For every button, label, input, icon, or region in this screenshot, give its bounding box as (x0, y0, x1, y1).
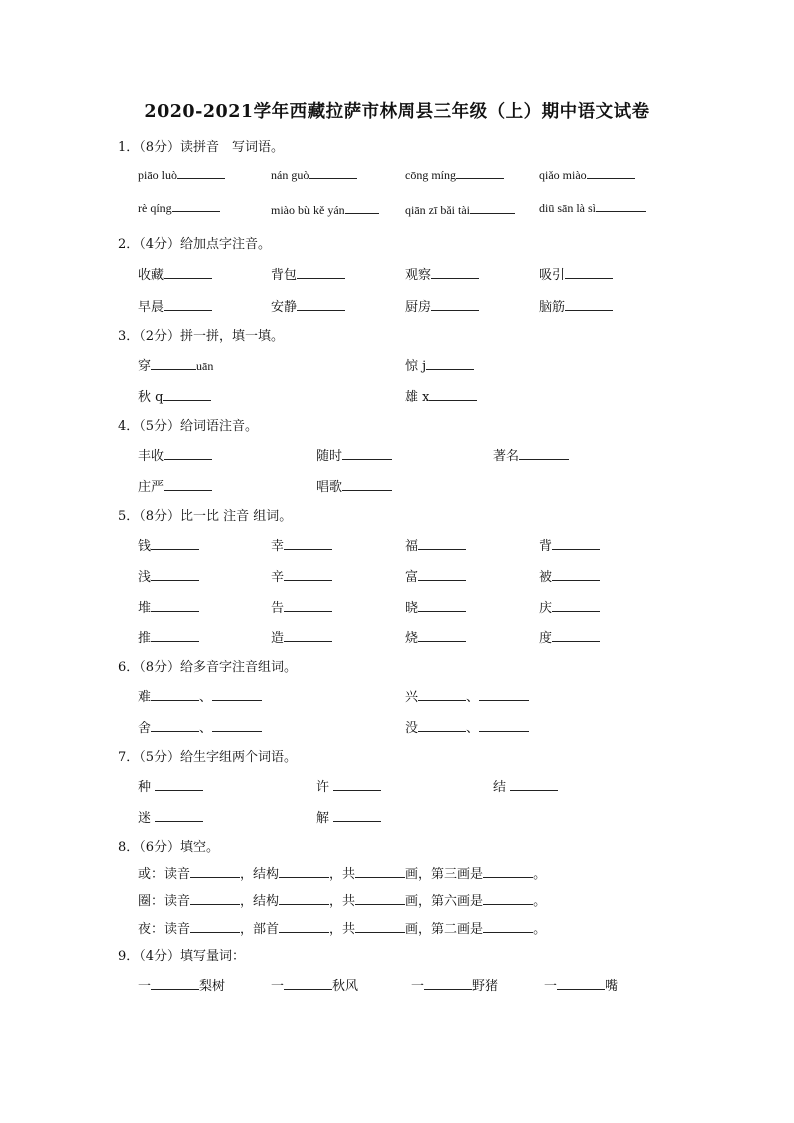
q2-item (138, 264, 212, 283)
question-5-header: 5．（8分）比一比 注音 组词。 (118, 509, 293, 524)
char: 被 (539, 570, 553, 585)
char: 秋 q (138, 390, 164, 405)
q7-item (493, 776, 558, 795)
q7-item (138, 807, 203, 826)
char: 辛 (271, 570, 285, 585)
answer-blank[interactable] (151, 599, 199, 612)
q1-item (539, 166, 635, 183)
answer-blank[interactable] (418, 719, 466, 732)
answer-blank[interactable] (596, 199, 646, 212)
q5-item (539, 597, 600, 616)
char: 告 (271, 601, 285, 616)
answer-blank[interactable] (479, 719, 529, 732)
word: 收藏 (138, 268, 165, 283)
pinyin: cōng míng (405, 168, 456, 182)
prompt-text: ，结构 (240, 894, 280, 909)
word: 观察 (405, 268, 432, 283)
q2-item (405, 296, 479, 315)
separator: 、 (199, 690, 213, 705)
q5-item (405, 627, 466, 646)
answer-blank[interactable] (164, 447, 212, 460)
q5-item (138, 566, 199, 585)
word: 丰收 (138, 449, 165, 464)
q4-item (138, 445, 212, 464)
answer-blank[interactable] (151, 688, 199, 701)
answer-blank[interactable] (552, 568, 600, 581)
char: 造 (271, 631, 285, 646)
q4-item (316, 476, 392, 495)
q5-item (539, 566, 600, 585)
prompt-text: 嘴 (605, 979, 619, 994)
question-1-header: 1．（8分）读拼音 写词语。 (118, 140, 285, 155)
q5-item (138, 535, 199, 554)
answer-blank[interactable] (151, 568, 199, 581)
q5-item (271, 627, 332, 646)
q3-item (138, 386, 211, 405)
char: 没 (405, 721, 419, 736)
answer-blank[interactable] (355, 865, 405, 878)
pinyin: piāo luò (138, 168, 177, 182)
separator: 、 (466, 690, 480, 705)
char: 背 (539, 539, 553, 554)
answer-blank[interactable] (342, 447, 392, 460)
q6-item (138, 686, 262, 705)
answer-blank[interactable] (470, 201, 515, 214)
paper-title: 2020-2021学年西藏拉萨市林周县三年级（上）期中语文试卷 (144, 102, 650, 122)
q9-item (411, 975, 498, 994)
q6-item (405, 717, 529, 736)
char: 钱 (138, 539, 152, 554)
answer-blank[interactable] (284, 568, 332, 581)
q1-item (271, 201, 379, 218)
char: 惊 j (405, 359, 427, 374)
q4-item (138, 476, 212, 495)
answer-blank[interactable] (552, 537, 600, 550)
prompt-text: 一 (411, 979, 425, 994)
prompt-text: 。 (533, 894, 547, 909)
q5-item (271, 566, 332, 585)
word: 随时 (316, 449, 343, 464)
answer-blank[interactable] (155, 809, 203, 822)
answer-blank[interactable] (587, 166, 635, 179)
answer-blank[interactable] (279, 920, 329, 933)
word: 吸引 (539, 268, 566, 283)
answer-blank[interactable] (483, 920, 533, 933)
q9-item (271, 975, 358, 994)
char: 迷 (138, 811, 152, 826)
answer-blank[interactable] (557, 977, 605, 990)
answer-blank[interactable] (151, 977, 199, 990)
char: 兴 (405, 690, 419, 705)
word: 唱歌 (316, 480, 343, 495)
prompt-text: 野猪 (472, 979, 499, 994)
q7-item (138, 776, 203, 795)
answer-blank[interactable] (424, 977, 472, 990)
prompt-text: ，结构 (240, 867, 280, 882)
question-6-header: 6．（8分）给多音字注音组词。 (118, 660, 298, 675)
answer-blank[interactable] (212, 688, 262, 701)
pinyin: qiān zī bǎi tài (405, 203, 470, 217)
answer-blank[interactable] (163, 388, 211, 401)
prompt-text: ，共 (329, 867, 356, 882)
answer-blank[interactable] (190, 892, 240, 905)
answer-blank[interactable] (552, 629, 600, 642)
word: 庄严 (138, 480, 165, 495)
separator: 、 (466, 721, 480, 736)
answer-blank[interactable] (510, 778, 558, 791)
word: 早晨 (138, 300, 165, 315)
answer-blank[interactable] (297, 266, 345, 279)
prompt-text: 画，第六画是 (405, 894, 484, 909)
word: 厨房 (405, 300, 432, 315)
answer-blank[interactable] (418, 629, 466, 642)
q2-item (539, 296, 613, 315)
q8-line (138, 918, 546, 937)
answer-blank[interactable] (279, 865, 329, 878)
q5-item (271, 597, 332, 616)
answer-blank[interactable] (151, 719, 199, 732)
answer-blank[interactable] (431, 298, 479, 311)
char: 许 (316, 780, 330, 795)
answer-blank[interactable] (284, 629, 332, 642)
answer-blank[interactable] (565, 298, 613, 311)
char: 舍 (138, 721, 152, 736)
answer-blank[interactable] (172, 199, 220, 212)
answer-blank[interactable] (177, 166, 225, 179)
q2-item (539, 264, 613, 283)
q5-item (405, 597, 466, 616)
word: 脑筋 (539, 300, 566, 315)
answer-blank[interactable] (284, 537, 332, 550)
question-2-header: 2．（4分）给加点字注音。 (118, 237, 272, 252)
q1-item (271, 166, 357, 183)
question-3-header: 3．（2分）拼一拼，填一填。 (118, 329, 285, 344)
q1-item (138, 166, 225, 183)
q5-item (405, 535, 466, 554)
char: 烧 (405, 631, 419, 646)
question-8-header: 8．（6分）填空。 (118, 840, 220, 855)
answer-blank[interactable] (309, 166, 357, 179)
pinyin: qiǎo miào (539, 168, 587, 182)
q9-item (138, 975, 225, 994)
char: 度 (539, 631, 553, 646)
answer-blank[interactable] (342, 478, 392, 491)
answer-blank[interactable] (345, 201, 379, 214)
q4-item (316, 445, 392, 464)
answer-blank[interactable] (151, 537, 199, 550)
char: 种 (138, 780, 152, 795)
answer-blank[interactable] (333, 778, 381, 791)
answer-blank[interactable] (333, 809, 381, 822)
answer-blank[interactable] (418, 688, 466, 701)
answer-blank[interactable] (297, 298, 345, 311)
q6-item (405, 686, 529, 705)
answer-blank[interactable] (164, 298, 212, 311)
prompt-text: 圈：读音 (138, 894, 191, 909)
q5-item (539, 627, 600, 646)
answer-blank[interactable] (479, 688, 529, 701)
prompt-text: 画，第二画是 (405, 922, 484, 937)
prompt-text: 一 (544, 979, 558, 994)
pinyin: diū sān là sì (539, 201, 596, 215)
char: 晓 (405, 601, 419, 616)
answer-blank[interactable] (418, 599, 466, 612)
prompt-text: 一 (138, 979, 152, 994)
q2-item (271, 296, 345, 315)
char: 富 (405, 570, 419, 585)
char: 推 (138, 631, 152, 646)
pinyin: miào bù kě yán (271, 203, 345, 217)
question-9-header: 9．（4分）填写量词： (118, 949, 246, 964)
separator: 、 (199, 721, 213, 736)
q1-item (405, 166, 504, 183)
q3-item (138, 355, 213, 374)
q5-item (271, 535, 332, 554)
q4-item (493, 445, 569, 464)
char: 雄 x (405, 390, 430, 405)
pinyin: rè qíng (138, 201, 172, 215)
answer-blank[interactable] (284, 977, 332, 990)
answer-blank[interactable] (279, 892, 329, 905)
answer-blank[interactable] (190, 865, 240, 878)
q3-item (405, 355, 474, 374)
q8-line (138, 890, 546, 909)
q9-item (544, 975, 618, 994)
answer-blank[interactable] (418, 537, 466, 550)
word: 背包 (271, 268, 298, 283)
answer-blank[interactable] (429, 388, 477, 401)
prompt-text: 或：读音 (138, 867, 191, 882)
prompt-text: 秋风 (332, 979, 359, 994)
char: 难 (138, 690, 152, 705)
q5-item (138, 597, 199, 616)
prompt-text: 。 (533, 867, 547, 882)
q6-item (138, 717, 262, 736)
answer-blank[interactable] (355, 920, 405, 933)
q7-item (316, 807, 381, 826)
answer-blank[interactable] (164, 266, 212, 279)
answer-blank[interactable] (164, 478, 212, 491)
char: 福 (405, 539, 419, 554)
q5-item (405, 566, 466, 585)
q1-item (138, 199, 220, 216)
answer-blank[interactable] (284, 599, 332, 612)
prompt-text: 一 (271, 979, 285, 994)
answer-blank[interactable] (483, 892, 533, 905)
prompt-text: ，共 (329, 894, 356, 909)
q1-item (539, 199, 646, 216)
answer-blank[interactable] (431, 266, 479, 279)
prompt-text: ，部首 (240, 922, 280, 937)
q1-item (405, 201, 515, 218)
answer-blank[interactable] (190, 920, 240, 933)
q2-item (405, 264, 479, 283)
question-7-header: 7．（5分）给生字组两个词语。 (118, 750, 298, 765)
char: 幸 (271, 539, 285, 554)
q3-item (405, 386, 477, 405)
answer-blank[interactable] (151, 357, 196, 370)
char: 浅 (138, 570, 152, 585)
prompt-text: 梨树 (199, 979, 226, 994)
prompt-text: 。 (533, 922, 547, 937)
char: 堆 (138, 601, 152, 616)
q5-item (539, 535, 600, 554)
answer-blank[interactable] (552, 599, 600, 612)
pinyin: nán guò (271, 168, 310, 182)
q5-item (138, 627, 199, 646)
answer-blank[interactable] (565, 266, 613, 279)
q2-item (271, 264, 345, 283)
char: 结 (493, 780, 507, 795)
word: 著名 (493, 449, 520, 464)
char: 庆 (539, 601, 553, 616)
char: 穿 (138, 359, 152, 374)
prompt-text: ，共 (329, 922, 356, 937)
answer-blank[interactable] (519, 447, 569, 460)
answer-blank[interactable] (355, 892, 405, 905)
answer-blank[interactable] (483, 865, 533, 878)
answer-blank[interactable] (151, 629, 199, 642)
q2-item (138, 296, 212, 315)
char: 解 (316, 811, 330, 826)
prompt-text: 夜：读音 (138, 922, 191, 937)
q8-line (138, 863, 546, 882)
answer-blank[interactable] (155, 778, 203, 791)
answer-blank[interactable] (418, 568, 466, 581)
q7-item (316, 776, 381, 795)
pinyin: uān (196, 359, 214, 373)
answer-blank[interactable] (212, 719, 262, 732)
question-4-header: 4．（5分）给词语注音。 (118, 419, 259, 434)
word: 安静 (271, 300, 298, 315)
answer-blank[interactable] (426, 357, 474, 370)
answer-blank[interactable] (456, 166, 504, 179)
prompt-text: 画，第三画是 (405, 867, 484, 882)
